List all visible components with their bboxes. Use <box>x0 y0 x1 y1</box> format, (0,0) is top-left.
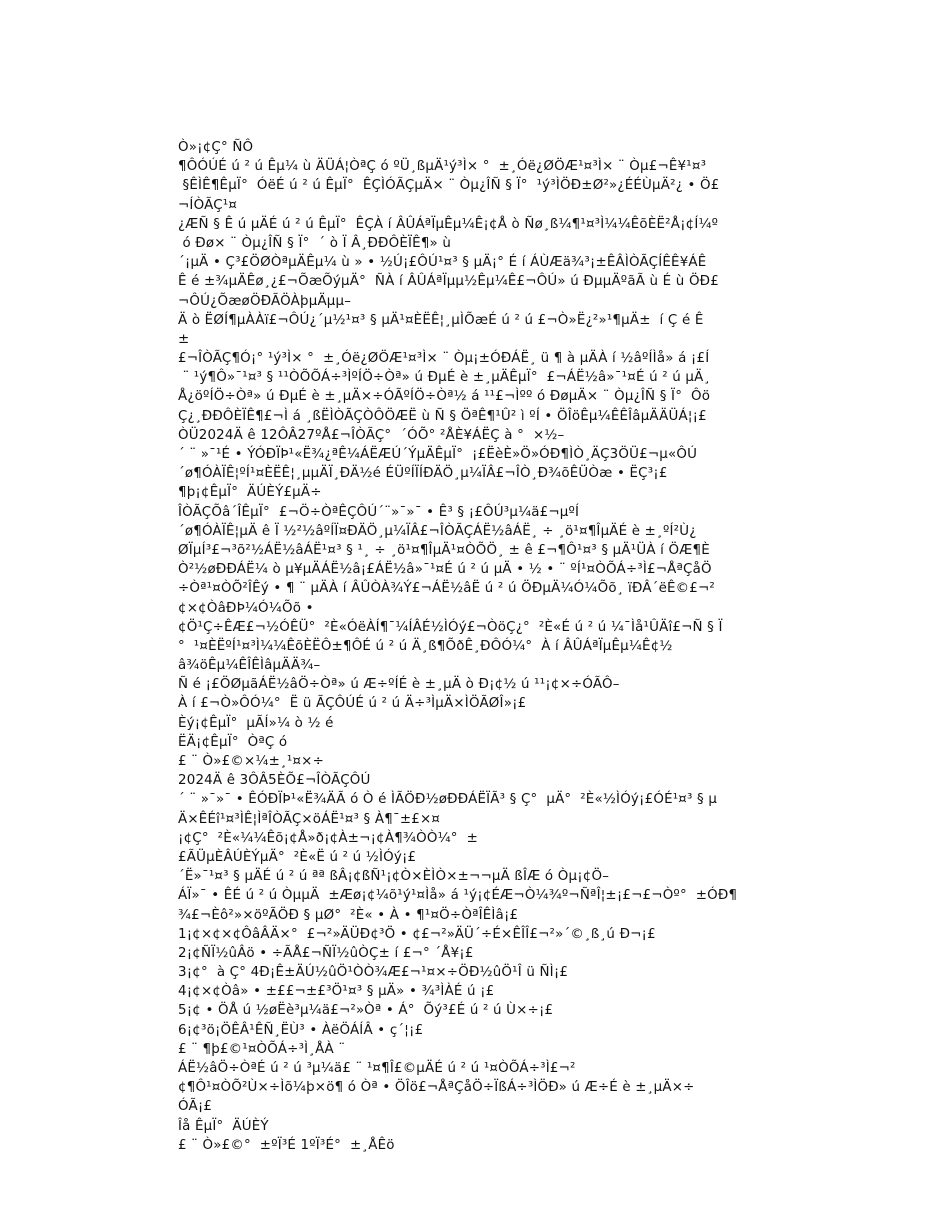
text-line: ¢¶Ô¹¤ÒÕ²Ù×÷Ìõ¼þ×ö¶ ó Òª • ÖÎö£¬ÅªÇåÖ÷ÏßÁ÷³ÌÖÐ» ú Æ÷É è ±¸µÄ×÷ <box>178 1080 695 1096</box>
subsection-heading: £ ¨ Ò»£©×¼±¸¹¤×÷ <box>178 754 325 769</box>
text-line: ÁÏ»¯ • ÊÉ ú ² ú ÒµµÄ ±Æø¡¢¼õ¹ý¹¤Ìå» á ¹ý¡¢ÉÆ¬Ò¼¾º¬ÑªÎ¦±¡£¬£¬Òº° ±ÓÐ¶ <box>178 888 738 904</box>
text-line: ´Ë»¯¹¤³ § µÄÉ ú ² ú ªª ßÂ¡¢ßÑ¹¡¢Ò×ÈÌÒ×±¬¬µÄ ßÎÆ ó Òµ¡¢Ö– <box>178 869 610 885</box>
list-item: 3¡¢° à Ç° 4Ð¡Ê±ÄÚ½ûÖ¹ÒÒ¾Æ£¬¹¤×÷ÖÐ½ûÖ¹Î ü ÑÌ¡£ <box>178 965 569 981</box>
text-line: ¿ÆÑ § Ê ú µÄÉ ú ² ú ÊµÏ° ÊÇÀ í ÂÛÁªÏµÊµ¼Ê¡¢Å ò Ñø¸ß¼¶¹¤³Ì¼¼ÊõÈË²Å¡¢Í¼º <box>178 216 719 232</box>
text-line: ¢Ö¹Ç÷ÊÆ£¬½ÓÊÜ° ²È«ÓëÀÍ¶¯¼ÍÂÉ½ÌÓý£¬ÒöÇ¿° ²È«É ú ² ú ¼¯Ìå¹ÛÄî£¬Ñ § Ï <box>178 619 723 635</box>
list-item: 5¡¢ • ÖÅ ú ½øËè³µ¼ä£¬²»Òª • Á° Õý³£É ú ² ú Ù×÷¡£ <box>178 1003 554 1019</box>
text-line: ´¡µÄ • Ç³£ÖØÒªµÄÊµ¼ ù » • ½Ú¡£ÔÚ¹¤³ § µÄ¡° É í ÁÙÆä¾³¡±ÊÂÌÒÃÇÍÊÊ¥ÁÊ <box>178 255 707 271</box>
text-line: ´ ¨ »¯¹É • ÝÓÐÏÞ¹«Ë¾¿ªÊ¼ÁËÆÚ´ÝµÄÊµÏ° ¡£ËèÈ»Ö»ÓÐ¶ÌÒ¸ÄÇ3ÖÜ£¬µ«ÔÚ <box>178 447 698 462</box>
text-line: ÎÒÃÇÕâ´ÎÊµÏ° £¬Ö÷ÒªÊÇÔÚ´¨»¯»¯ • Ê³ § ¡£ÔÚ³µ¼ä£¬µºÍ <box>178 504 580 520</box>
text-line: ¾£¬Èô²»×öºÃÖÐ § µØ° ²È« • À • ¶¹¤Ö÷ÒªÎÊÌâ¡£ <box>178 907 519 923</box>
text-line: ¬ÍÒÃÇ¹¤ <box>178 197 238 213</box>
section-heading: ËÄ¡¢ÊµÏ° ÒªÇ ó <box>178 734 288 750</box>
text-line: ´ø¶ÓÀÏÊ¦ºÍ¹¤ÈËÊ¦¸µµÄÏ¸ÐÄ½é ÉÜºÍÏÍÐÄÖ¸µ¼ÏÂ£¬ÎÒ¸Ð¾õÊÜÒæ • ËÇ³¡£ <box>178 466 668 482</box>
section-heading: ¶þ¡¢ÊµÏ° ÄÚÈÝ£µÄ÷ <box>178 485 322 501</box>
text-line: Ä×ÊÉî¹¤³ÌÊ¦ÌªÎÒÃÇ×öÁË¹¤³ § À¶¯±£×¤ <box>178 811 441 827</box>
section-heading: Èý¡¢ÊµÏ° µÃÍ»¼ ò ½ é <box>178 715 334 731</box>
text-line: ¨ ¹ý¶Ô»¯¹¤³ § ¹¹ÒÕÕÁ÷³ÌºÍÖ÷Òª» ú ÐµÉ è ±¸µÄÊµÏ° £¬ÁË½â»¯¹¤É ú ² ú µÄ¸ <box>178 370 711 386</box>
text-line: ØÏµÍ³£¬³õ²½ÁË½âÁË¹¤³ § ¹¸ ÷ ¸ö¹¤¶ÎµÄ¹¤ÒÕÖ¸ ± ê £¬¶Ô¹¤³ § µÄ¹ÜÀ í ÖÆ¶È <box>178 542 710 558</box>
text-line: ± <box>178 331 190 347</box>
text-line: ¢×¢ÒâÐÞ¼Ó¼Õõ • <box>178 600 314 616</box>
text-line: £¬ÎÒÃÇ¶Ó¡° ¹ý³Ì× ° ±¸Óë¿ØÖÆ¹¤³Ì× ¨ Òµ¡±ÓÐÁË¸ ü ¶ à µÄÀ í ½âºÍÌå» á ¡£Í <box>178 351 710 367</box>
text-line: ÒÜ2024Ä ê 12ÔÂ27ºÅ£¬ÎÒÃÇ° ´ÓÕ° ²ÅÈ¥ÁËÇ à ° ×½– <box>178 427 565 443</box>
text-line: ÁË½âÖ÷ÒªÉ ú ² ú ³µ¼ä£ ¨ ¹¤¶Î£©µÄÉ ú ² ú ¹¤ÒÕÁ÷³Ì£¬² <box>178 1061 576 1076</box>
text-line: 2024Ä ê 3ÔÂ5ÈÕ£¬ÎÒÃÇÔÚ <box>178 773 371 789</box>
subsection-heading: £ ¨ ¶þ£©¹¤ÒÕÁ÷³Ì¸ÅÀ ¨ <box>178 1041 346 1057</box>
text-line: ¡¢Ç° ²È«¼¼Êõ¡¢Å»ð¡¢À±¬¡¢À¶¾ÒÒ¼° ± <box>178 830 479 846</box>
text-line: â¾öÊµ¼ÊÎÊÌâµÄÄ¾– <box>178 658 321 674</box>
text-line: ó Ðø× ¨ Òµ¿ÎÑ § Ï° ´ ò Ï Â¸ÐÐÔÈÏÊ¶» ù <box>178 235 452 251</box>
text-line: Ò²½øÐÐÁË¼ ò µ¥µÄÁË½â¡£ÁË½â»¯¹¤É ú ² ú µÄ • ½ • ¨ ºÍ¹¤ÒÕÁ÷³Ì£¬ÅªÇåÖ <box>178 562 712 578</box>
text-line: Ê é ±¾µÄÊø¸¿£¬ÕæÕýµÄ° ÑÀ í ÂÛÁªÏµµ½Êµ¼Ê£¬ÔÚ» ú ÐµµÄºãÃ ù É ù ÖÐ£ <box>178 274 719 290</box>
text-line: ´ ¨ »¯»¯ • ÊÓÐÏÞ¹«Ë¾ÄÃ ó Ò é ÌÃÖÐ½øÐÐÁËÏÃ³ § Ç° µÄ° ²È«½ÌÓý¡£ÓÉ¹¤³ § µ <box>178 792 718 808</box>
text-line: ¬ÔÚ¿ÕæøÖÐÃÖÀþµÄµµ– <box>178 293 352 309</box>
text-line: Ä ò ËØÍ¶µÀÀï£¬ÔÚ¿´µ½¹¤³ § µÄ¹¤ÈËÊ¦¸µÌÕæÉ ú ² ú £¬Ò»Ë¿²»¹¶µÄ± í Ç é Ê <box>178 312 704 328</box>
section-heading: Îå ÊµÏ° ÄÚÈÝ <box>178 1118 269 1134</box>
text-line: Ñ é ¡£ÖØµãÁË½âÖ÷Òª» ú Æ÷ºÍÉ è ±¸µÄ ò Ð¡¢½ ú ¹¹¡¢×÷ÓÃÔ– <box>178 677 620 693</box>
text-line: Å¿öºÍÖ÷Òª» ú ÐµÉ è ±¸µÄ×÷ÓÃºÍÖ÷Òª½ á ¹¹£¬Ìºº ó ÐøµÄ× ¨ Òµ¿ÎÑ § Ï° Ôö <box>178 389 711 405</box>
text-line: §ÊÌÊ¶ÊµÏ° ÓëÉ ú ² ú ÊµÏ° ÊÇÌÓÃÇµÄ× ¨ Òµ¿ÎÑ § Ï° ¹ý³ÌÖÐ±Ø²»¿ÉÉÙµÄ²¿ • Ö£ <box>178 178 720 194</box>
text-line: ° ¹¤ÈËºÍ¹¤³Ì¼¼ÊõÈËÔ±¶ÔÉ ú ² ú Ä¸ß¶ÕðÊ¸ÐÔÓ¼° À í ÂÛÁªÏµÊµ¼Ê¢½ <box>178 638 673 654</box>
text-line: Ç¿¸ÐÐÔÈÏÊ¶£¬Ì á ¸ßËÌÒÃÇÒÔÖÆË ù Ñ § ÖªÊ¶¹Û² ì ºÍ • ÖÎöÊµ¼ÊÊÎâµÄÄÜÁ¦¡£ <box>178 408 707 424</box>
text-line: £ÃÜµÈÂÚÈÝµÄ° ²È«Ë ú ² ú ½ÌÓý¡£ <box>178 849 417 865</box>
text-line: ÓÃ¡£ <box>178 1099 213 1115</box>
subsection-heading: £ ¨ Ò»£©° ±ºÏ³É 1ºÏ³É° ±¸ÅÊö <box>178 1137 395 1153</box>
document-body <box>178 138 828 1155</box>
list-item: 4¡¢×¢Òâ» • ±££¬±£³Ö¹¤³ § µÄ» • ¾³ÌÀÉ ú ¡£ <box>178 984 495 1000</box>
list-item: 1¡¢×¢×¢ÔâÂÄ×° £¬²»ÄÜÐ¢³Ö • ¢£¬²»ÄÜ´÷É×ÊÎÎ£¬²»´©¸ß¸ú Ð¬¡£ <box>178 926 656 942</box>
text-line: ÷Òª¹¤ÒÕ²ÎÊý • ¶ ¨ µÄÀ í ÂÛÒÀ¾Ý£¬ÁË½âË ú ² ú ÖÐµÄ¼Ó¼Õõ¸ ïÐÂ´ëÊ©£¬² <box>178 581 715 597</box>
text-line: ¶ÔÓÚÉ ú ² ú Êµ¼ ù ÄÜÁ¦ÒªÇ ó ºÜ¸ßµÄ¹ý³Ì× ° ±¸Óë¿ØÖÆ¹¤³Ì× ¨ Òµ£¬Ê¥¹¤³ <box>178 159 707 175</box>
text-line: ´ø¶ÓÀÏÊ¦µÄ ê Ï ½²½âºÍÏ¤ÐÄÖ¸µ¼ÏÂ£¬ÎÒÃÇÁË½âÁË¸ ÷ ¸ö¹¤¶ÎµÄÉ è ±¸ºÍ²Ù¿ <box>178 523 697 539</box>
list-item: 6¡¢³ö¡ÖÊÂ¹ÊÑ¸ËÙ³ • ÀëÖÁÍÂ • ç´¦¡£ <box>178 1022 424 1038</box>
list-item: 2¡¢ÑÏ½ûÂö • ÷ÃÅ£¬ÑÏ½ûÒÇ± í £¬° ´Å¥¡£ <box>178 945 474 961</box>
text-line: À í £¬Ò»ÔÓ¼° Ë ü ÃÇÔÚÉ ú ² ú Ä÷³ÌµÄ×ÌÖÃØÎ»¡£ <box>178 696 527 712</box>
text-line: Ò»¡¢Ç° ÑÔ <box>178 140 254 155</box>
